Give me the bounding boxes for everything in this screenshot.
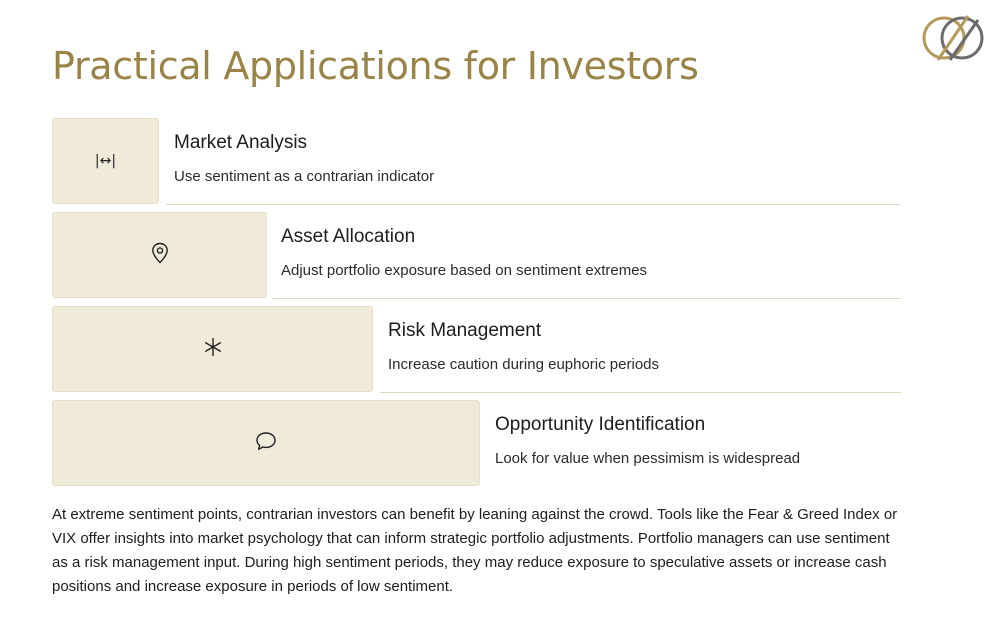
asterisk-icon [203, 337, 223, 362]
item-description: Use sentiment as a contrarian indicator [174, 168, 435, 185]
list-item-risk-management [52, 306, 901, 394]
divider [380, 392, 901, 393]
chat-bubble-icon [255, 431, 277, 456]
map-pin-icon [151, 242, 169, 269]
icon-box [52, 118, 159, 204]
expand-horizontal-icon: |↔| [94, 153, 117, 169]
slide-title: Practical Applications for Investors [52, 44, 699, 88]
list-item-market-analysis [52, 118, 900, 206]
icon-box [52, 400, 480, 486]
icon-box [52, 306, 373, 392]
item-title: Market Analysis [174, 132, 308, 153]
summary-paragraph: At extreme sentiment points, contrarian investors can benefit by leaning against the crowd. Tools like the Fear & Greed Index or VIX offer insights into market psychology that can inform strategic portfolio adjustments. Portfolio managers can use sentiment as a risk management input. During high sentiment periods, they may reduce exposure to speculative assets or increase cash positions and increase exposure in periods of low sentiment. [52, 506, 898, 595]
brand-logo-icon [920, 14, 986, 64]
item-description: Look for value when pessimism is widespread [495, 450, 801, 467]
item-description: Increase caution during euphoric periods [388, 356, 660, 373]
item-description: Adjust portfolio exposure based on sentiment extremes [281, 262, 648, 279]
icon-box [52, 212, 267, 298]
item-title: Asset Allocation [281, 226, 416, 247]
item-title: Risk Management [388, 320, 542, 341]
item-title: Opportunity Identification [495, 414, 706, 435]
list-item-asset-allocation [52, 212, 901, 300]
divider [166, 204, 900, 205]
divider [273, 298, 901, 299]
list-item-opportunity-identification [52, 400, 901, 488]
